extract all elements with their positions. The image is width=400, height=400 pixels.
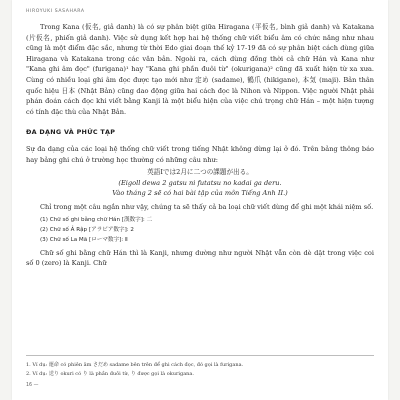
running-head: HIROYUKI SASAHARA	[26, 9, 85, 14]
footnote: 1. Ví dụ: 運命 có phiên âm さだめ sadame bên trên để ghi cách đọc, đó gọi là furigana.	[26, 362, 244, 368]
paragraph-three-scripts: Chỉ trong một câu ngắn như vậy, chúng ta sẽ thấy cả ba loại chữ viết dùng để ghi một khái niệm số.	[40, 202, 374, 211]
quote-vietnamese: Vào tháng 2 sẽ có hai bài tập của môn Tiếng Anh II.)	[112, 189, 288, 198]
quote-japanese: 英語Iでは2月に二つの課題が出る。	[147, 168, 253, 177]
page-number: 16 —	[26, 383, 39, 388]
footnote: 2. Ví dụ: 送り okuri có り là phần đuôi từ, り được gọi là okurigana.	[26, 371, 194, 377]
book-page	[12, 0, 388, 400]
section-heading: ĐA DẠNG VÀ PHỨC TẠP	[26, 128, 116, 137]
list-item: (3) Chữ số La Mã [ローマ数字]: Ⅱ	[40, 236, 128, 243]
list-item: (2) Chữ số Ả Rập [アラビア数字]: 2	[40, 226, 134, 233]
footnotes	[26, 355, 374, 379]
page-content	[26, 22, 374, 269]
paragraph-kana: Trong Kana (仮名, giả danh) là có sự phân biệt giữa Hiragana (平仮名, bình giả danh) và Katakana (片仮名, phiến giả danh). Việc sử dụng kết hợp hai hệ thống chữ viết biểu âm có chức năng như nhau cũng là một điểm đặc sắc, nhưng từ thời Edo giai đoạn thế kỷ 17-19 đã có sự phân biệt cách dùng giữa Hiragana và Katakana trong các văn bản. Ngoài ra, cách dùng đồng thời cả chữ Hán và Kana như "Kana ghi âm đọc" (furigana)¹ hay "Kana ghi phần đuôi từ" (okurigana)² cũng đã xuất hiện từ xa xưa. Cùng có nhiều loại ghi âm đọc được tạo mới như 定め (sadame), 鶴爪 (hikigane), 本気 (maji). Bản thân quốc hiệu 日本 (Nhật Bản) cũng dao động giữa hai cách đọc là Nihon và Nippon. Việc người Nhật phải phán đoán cách đọc khi viết bằng Kanji là một biểu hiện của việc chú trọng chữ Hán – một hiện tượng có tính đặc thù của Nhật Bản.	[26, 23, 374, 116]
example-quote	[26, 167, 374, 199]
paragraph-diversity: Sự đa dạng của các loại hệ thống chữ viết trong tiếng Nhật không dừng lại ở đó. Trên bảng thông báo hay bảng ghi chú ở trường học thường có những câu như:	[26, 144, 374, 164]
numeral-list	[26, 215, 374, 245]
paragraph-zero: Chữ số ghi bằng chữ Hán thì là Kanji, nhưng dường như người Nhật vẫn còn dè dặt trong việc coi số 0 (zero) là Kanji. Chữ	[26, 248, 374, 268]
list-item: (1) Chữ số ghi bằng chữ Hán [漢数字]: 二	[40, 216, 153, 223]
quote-romaji: (Eigoll dewa 2 gatsu ni futatsu no kadai ga deru.	[118, 178, 282, 187]
